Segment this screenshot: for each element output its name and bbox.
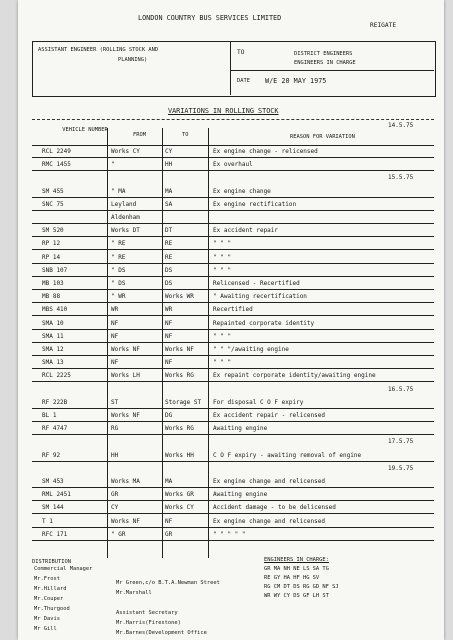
cell-reason: Ex accident repair	[213, 227, 279, 235]
cell-reason: Ex engine change and relicensed	[213, 478, 325, 485]
cell-from: Works NF	[111, 412, 140, 419]
date-text: 19.5.75	[388, 464, 414, 472]
row-rule	[32, 210, 434, 211]
cell-to: Works NF	[165, 346, 194, 353]
row-rule	[32, 289, 434, 290]
col-header-to: TO	[182, 132, 189, 138]
cell-from: " DS	[111, 266, 126, 274]
row-rule	[32, 381, 434, 382]
cell-vehicle: RCL 2225	[42, 372, 71, 380]
cell-to: Works RG	[165, 425, 194, 433]
row-rule	[32, 249, 434, 250]
cell-reason: Awaiting engine	[213, 491, 268, 499]
distribution-name: Mr.Barnes(Development Office	[116, 630, 207, 636]
cell-reason: " " " " "	[213, 530, 246, 538]
cell-to: RE	[165, 240, 173, 248]
cell-reason: Ex overhaul	[213, 161, 253, 169]
cell-reason: For disposal C O F expiry	[213, 398, 304, 406]
table-row	[18, 423, 444, 434]
cell-reason: Ex repaint corporate identity/awaiting engine	[213, 372, 376, 380]
cell-from: GR	[111, 491, 119, 499]
table-row	[18, 212, 444, 223]
cell-reason: " " "	[213, 240, 232, 248]
engineers-code-row: RE GY HA HF HG SV	[264, 575, 320, 581]
cell-from: RG	[111, 425, 119, 433]
cell-reason: Ex engine change - relicensed	[213, 148, 318, 155]
distribution-name: Commercial Manager	[34, 566, 93, 572]
cell-from: " RE	[111, 240, 126, 248]
cell-to: DG	[165, 412, 173, 419]
cell-vehicle: BL 1	[42, 412, 57, 419]
row-rule	[32, 315, 434, 316]
cell-vehicle: SMA 10	[42, 319, 64, 327]
cell-from: Aldenham	[111, 214, 140, 221]
row-rule	[32, 513, 434, 514]
cell-reason: Ex engine rectification	[213, 200, 297, 208]
table-row	[18, 502, 444, 513]
cell-to: Storage ST	[165, 398, 202, 406]
cell-to: DS	[165, 266, 173, 274]
cell-to: GR	[165, 530, 173, 538]
cell-from: " RE	[111, 253, 126, 261]
to-line-1: DISTRICT ENGINEERS	[294, 51, 353, 57]
to-line-2: ENGINEERS IN CHARGE	[294, 60, 356, 66]
col-header-from: FROM	[133, 132, 146, 138]
cell-reason: " " "/awaiting engine	[213, 346, 289, 353]
cell-vehicle: RF 222B	[42, 398, 68, 406]
table-row	[18, 516, 444, 527]
date-row	[18, 172, 444, 183]
cell-to: NF	[165, 319, 173, 327]
cell-vehicle: RMC 1455	[42, 161, 71, 169]
cell-vehicle: RP 12	[42, 240, 61, 248]
cell-from: Works DT	[111, 227, 140, 235]
table-row	[18, 291, 444, 302]
cell-from: NF	[111, 359, 119, 367]
cell-vehicle: MB 88	[42, 293, 61, 301]
cell-reason: " " "	[213, 332, 232, 340]
cell-to: Works RG	[165, 372, 194, 380]
cell-from: " MA	[111, 187, 126, 195]
cell-vehicle: SM 520	[42, 227, 64, 235]
cell-to: Works HH	[165, 451, 194, 459]
cell-from: NF	[111, 332, 119, 340]
table-row	[18, 252, 444, 263]
cell-reason: " " "	[213, 266, 232, 274]
cell-vehicle: RF 92	[42, 451, 61, 459]
cell-vehicle: SMA 11	[42, 332, 64, 340]
col-divider-2	[162, 128, 163, 558]
table-row	[18, 186, 444, 197]
cell-to: MA	[165, 478, 173, 485]
date-row	[18, 436, 444, 447]
col-header-vehicle: VEHICLE NUMBER	[62, 127, 108, 133]
cell-reason: Awaiting engine	[213, 425, 268, 433]
cell-vehicle: SM 144	[42, 504, 64, 512]
row-rule	[32, 368, 434, 369]
cell-from: HH	[111, 451, 119, 459]
cell-from: Works MA	[111, 478, 140, 485]
row-rule	[32, 500, 434, 501]
cell-to: DS	[165, 280, 173, 287]
cell-vehicle: MB 103	[42, 280, 64, 287]
table-row	[18, 199, 444, 210]
cell-from: WR	[111, 306, 119, 314]
row-rule	[32, 236, 434, 237]
row-rule	[32, 197, 434, 198]
header-divider	[230, 41, 231, 95]
date-text: 15.5.75	[388, 174, 414, 182]
date-label: DATE	[237, 78, 250, 84]
header-date-divider	[230, 70, 434, 71]
table-row	[18, 357, 444, 368]
cell-from: " DS	[111, 280, 126, 287]
cell-vehicle: SMA 13	[42, 359, 64, 367]
cell-vehicle: RCL 2249	[42, 148, 71, 155]
cell-from: " GR	[111, 530, 126, 538]
row-rule	[32, 487, 434, 488]
table-row	[18, 450, 444, 461]
to-label: TO	[237, 49, 245, 56]
table-row	[18, 225, 444, 236]
cell-from: Works NF	[111, 346, 140, 353]
cell-reason: C O F expiry - awaiting removal of engine	[213, 451, 362, 459]
col-header-reason: REASON FOR VARIATION	[290, 134, 355, 140]
engineers-code-row: WR WY CY DS GF LH ST	[264, 593, 329, 599]
cell-vehicle: SM 453	[42, 478, 64, 485]
table-row	[18, 331, 444, 342]
cell-to: NF	[165, 332, 173, 340]
cell-reason: Accident damage - to be delicensed	[213, 504, 336, 512]
date-row	[18, 120, 444, 131]
table-row	[18, 529, 444, 540]
table-row	[18, 146, 444, 157]
row-rule	[32, 302, 434, 303]
row-rule	[32, 421, 434, 422]
date-row	[18, 384, 444, 395]
distribution-label: DISTRIBUTION	[32, 559, 71, 565]
row-rule	[32, 157, 434, 158]
cell-to: RE	[165, 253, 173, 261]
engineers-code-row: RG CM DT DS RG GD NF SJ	[264, 584, 339, 590]
distribution-name: Mr Green,c/o B.T.A.Newman Street	[116, 580, 220, 586]
cell-reason: " Awaiting recertification	[213, 293, 307, 301]
cell-reason: " " "	[213, 359, 232, 367]
row-rule	[32, 329, 434, 330]
cell-from: "	[111, 161, 115, 169]
cell-reason: Repainted corporate identity	[213, 319, 315, 327]
distribution-name: Mr Davis	[34, 616, 60, 622]
distribution-name: Mr.Marshall	[116, 590, 152, 596]
date-text: 14.5.75	[388, 122, 414, 129]
row-rule	[32, 461, 434, 462]
row-rule	[32, 540, 434, 541]
location: REIGATE	[370, 22, 397, 29]
cell-to: DT	[165, 227, 173, 235]
engineers-in-charge-label: ENGINEERS IN CHARGE:	[264, 557, 329, 563]
distribution-name: Mr.Hillard	[34, 586, 67, 592]
cell-vehicle: T 1	[42, 517, 53, 525]
cell-reason: Relicensed - Recertified	[213, 280, 300, 287]
row-rule	[32, 342, 434, 343]
cell-vehicle: RP 14	[42, 253, 61, 261]
cell-to: SA	[165, 200, 173, 208]
distribution-name: Mr.Harris(Firestone)	[116, 620, 181, 626]
engineers-code-row: GR MA NH NE LS SA TG	[264, 566, 329, 572]
distribution-name: Mr Gill	[34, 626, 57, 632]
col-divider-3	[208, 128, 209, 558]
cell-to: WR	[165, 306, 173, 314]
table-row	[18, 489, 444, 500]
table-row	[18, 159, 444, 170]
cell-reason: Ex accident repair - relicensed	[213, 412, 325, 419]
date-value: W/E 20 MAY 1975	[265, 77, 327, 85]
cell-reason: Ex engine change and relicensed	[213, 517, 325, 525]
row-rule	[32, 434, 434, 435]
table-row	[18, 238, 444, 249]
table-row	[18, 344, 444, 355]
cell-from: " WR	[111, 293, 126, 301]
cell-vehicle: MBS 410	[42, 306, 68, 314]
cell-vehicle: RF 4747	[42, 425, 68, 433]
cell-to: MA	[165, 187, 173, 195]
row-rule	[32, 527, 434, 528]
table-row	[18, 370, 444, 381]
table-row	[18, 265, 444, 276]
cell-from: Works CY	[111, 148, 140, 155]
col-divider-1	[107, 128, 108, 558]
table-row	[18, 318, 444, 329]
table-row	[18, 278, 444, 289]
cell-vehicle: RFC 171	[42, 530, 68, 538]
cell-vehicle: RML 2451	[42, 491, 71, 499]
cell-to: Works CY	[165, 504, 194, 512]
cell-from: Leyland	[111, 200, 137, 208]
table-row	[18, 410, 444, 421]
table-row	[18, 304, 444, 315]
date-text: 17.5.75	[388, 438, 414, 446]
row-rule	[32, 276, 434, 277]
row-rule	[32, 170, 434, 171]
date-text: 16.5.75	[388, 385, 414, 393]
cell-to: HH	[165, 161, 173, 169]
memo-page	[18, 0, 444, 640]
cell-to: Works GR	[165, 491, 194, 499]
row-rule	[32, 263, 434, 264]
distribution-name: Assistant Secretary	[116, 610, 178, 616]
cell-vehicle: SM 455	[42, 187, 64, 195]
distribution-name: Mr.Frost	[34, 576, 60, 582]
table-row	[18, 476, 444, 487]
cell-reason: Recertified	[213, 306, 253, 314]
cell-from: CY	[111, 504, 119, 512]
cell-reason: Ex engine change	[213, 187, 271, 195]
cell-from: NF	[111, 319, 119, 327]
cell-vehicle: SNB 107	[42, 266, 68, 274]
from-line-2: PLANNING)	[118, 57, 148, 63]
row-rule	[32, 223, 434, 224]
cell-vehicle: SMA 12	[42, 346, 64, 353]
distribution-name: Mr.Couper	[34, 596, 64, 602]
table-row	[18, 397, 444, 408]
page-title: VARIATIONS IN ROLLING STOCK	[168, 107, 279, 115]
cell-to: NF	[165, 359, 173, 367]
row-rule	[32, 408, 434, 409]
cell-to: NF	[165, 517, 173, 525]
cell-from: ST	[111, 398, 119, 406]
cell-reason: " " "	[213, 253, 232, 261]
cell-from: Works NF	[111, 517, 140, 525]
cell-from: Works LH	[111, 372, 140, 380]
company-name: LONDON COUNTRY BUS SERVICES LIMITED	[138, 14, 282, 22]
cell-vehicle: SNC 75	[42, 200, 64, 208]
cell-to: CY	[165, 148, 173, 155]
cell-to: Works WR	[165, 293, 194, 301]
from-line-1: ASSISTANT ENGINEER (ROLLING STOCK AND	[38, 47, 159, 53]
date-row	[18, 463, 444, 474]
row-rule	[32, 355, 434, 356]
distribution-name: Mr.Thurgood	[34, 606, 70, 612]
